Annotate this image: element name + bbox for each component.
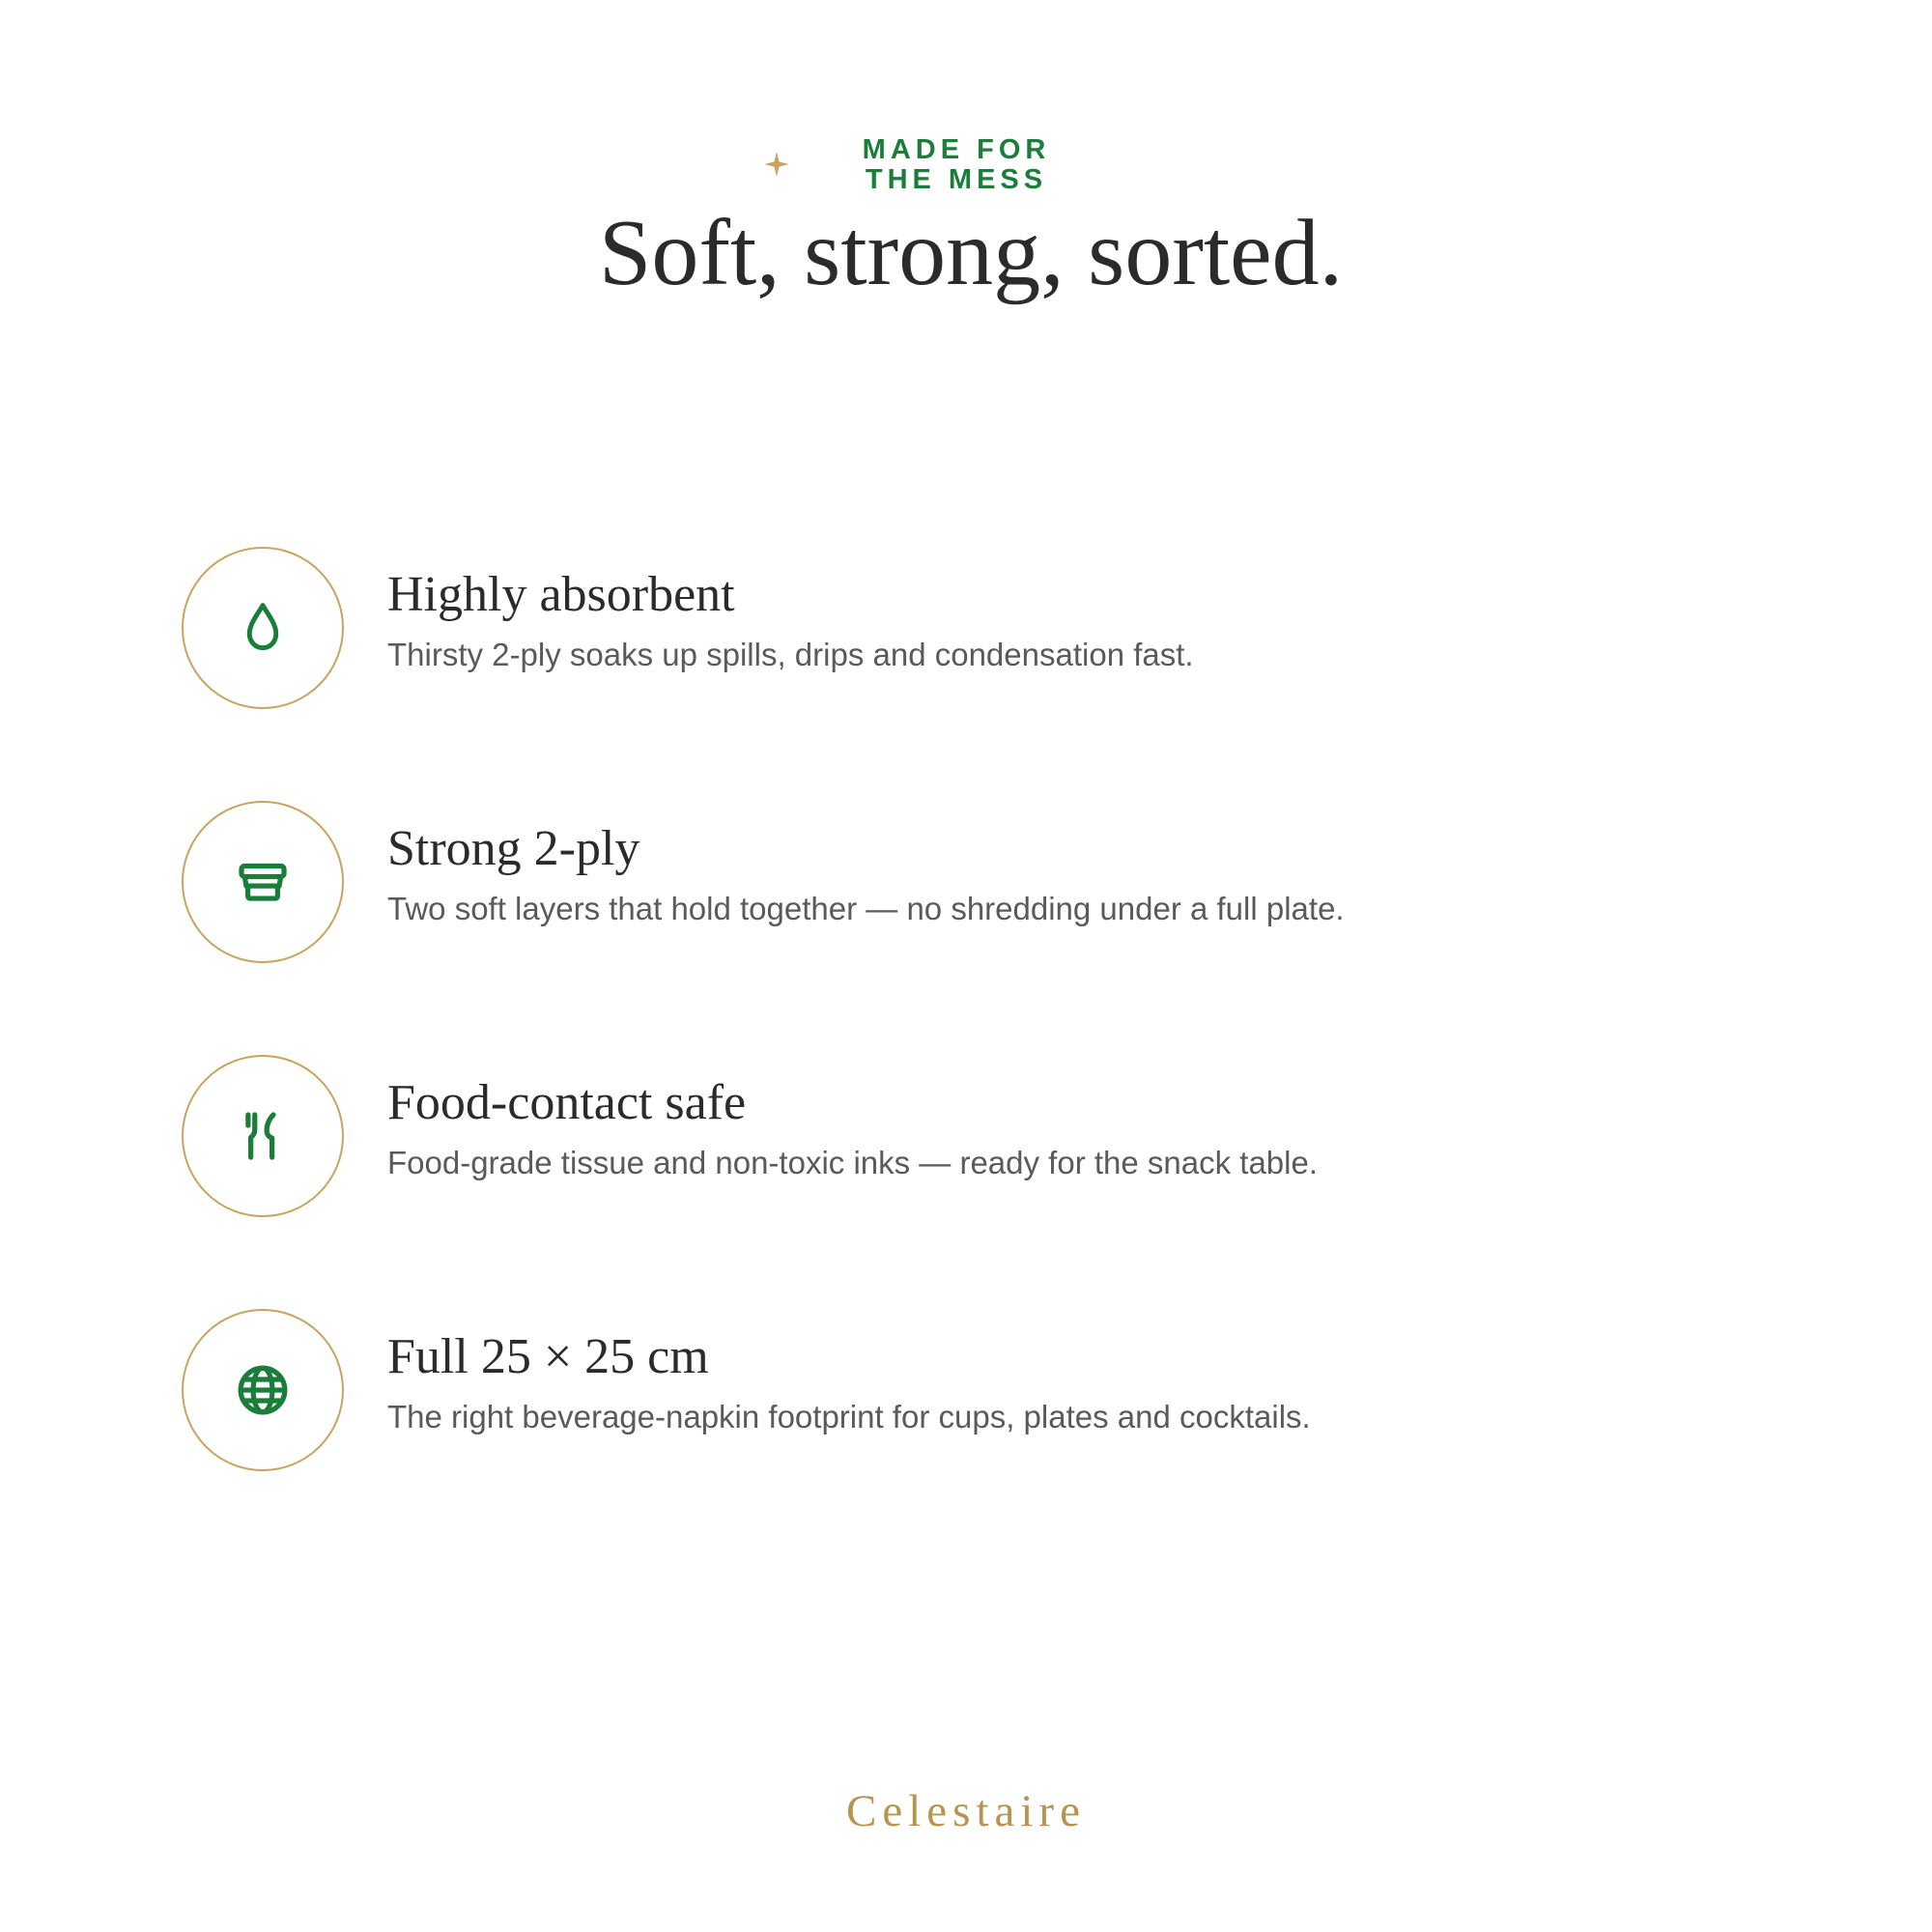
feature-title: Food-contact safe (387, 1075, 747, 1130)
feature-title: Strong 2-ply (387, 821, 640, 876)
droplet-icon (231, 596, 295, 660)
page-title: Soft, strong, sorted. (598, 201, 1344, 305)
feature-icon-badge (182, 1055, 344, 1217)
feature-list (182, 547, 1766, 1563)
feature-title: Highly absorbent (387, 567, 735, 622)
feature-description: Two soft layers that hold together — no shredding under a full plate. (387, 891, 1345, 926)
feature-description: The right beverage-napkin footprint for cups, plates and cocktails. (387, 1399, 1311, 1435)
brand-logo: Celestaire (846, 1786, 1086, 1836)
feature-icon-badge (182, 801, 344, 963)
eyebrow-label: MADE FOR THE MESS (862, 134, 1051, 195)
feature-icon-badge (182, 547, 344, 709)
layers-icon (231, 850, 295, 914)
feature-title: Full 25 × 25 cm (387, 1329, 709, 1384)
feature-item-absorbent (182, 547, 1766, 713)
eyebrow-row (744, 135, 1150, 197)
feature-description: Food-grade tissue and non-toxic inks — ready for the snack table. (387, 1145, 1319, 1180)
feature-icon-badge (182, 1309, 344, 1471)
feature-description: Thirsty 2-ply soaks up spills, drips and condensation fast. (387, 637, 1194, 672)
utensils-icon (231, 1104, 295, 1168)
feature-item-2ply (182, 801, 1766, 967)
sparkle-icon (763, 151, 790, 178)
globe-icon (231, 1358, 295, 1422)
feature-item-food-safe (182, 1055, 1766, 1221)
feature-item-size (182, 1309, 1766, 1475)
